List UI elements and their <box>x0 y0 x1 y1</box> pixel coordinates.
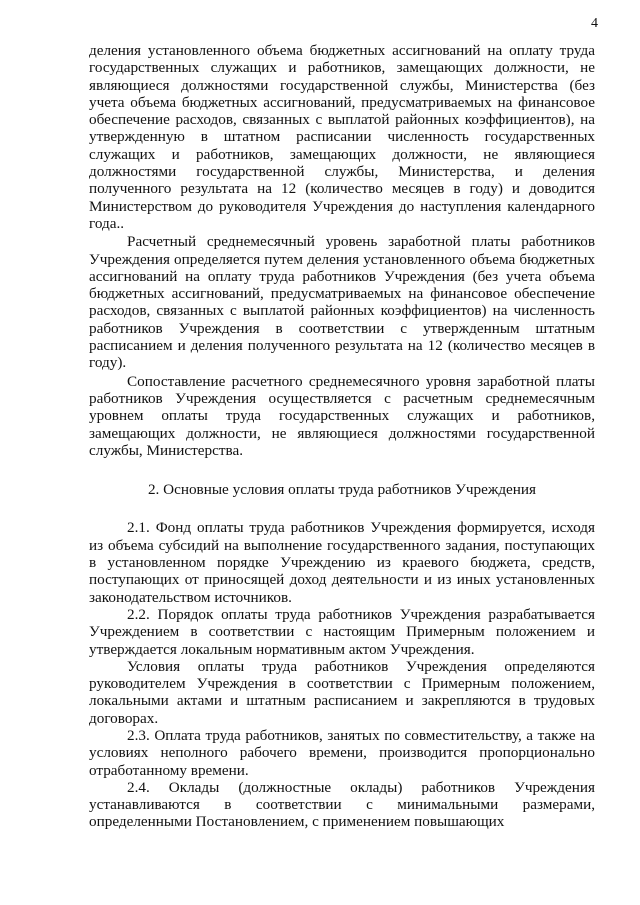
paragraph-continued: деления установленного объема бюджетных ассигнований на оплату труда государственных служащих и работников, замещающих должности, не являющиеся должностями государственной службы, Министерства (без учета объема бюджетных ассигнований, предусматриваемых на финансовое обеспечение расходов, связанных с выплатой районных коэффициентов), на утвержденную в штатном расписании численность государственных служащих и работников, замещающих должности, не являющиеся должностями государственной службы, Министерства, и деления полученного результата на 12 (количество месяцев в году) и доводится Министерством до руководителя Учреждения до наступления календарного года.. <box>89 42 595 232</box>
paragraph-2-4: 2.4. Оклады (должностные оклады) работников Учреждения устанавливаются в соответствии с минимальными размерами, определенными Постановлением, с применением повышающих <box>89 778 595 831</box>
paragraph-2-3: 2.3. Оплата труда работников, занятых по совместительству, а также на условиях неполного рабочего времени, производится пропорционально отработанному времени. <box>89 726 595 779</box>
paragraph-pay-conditions: Условия оплаты труда работников Учреждения определяются руководителем Учреждения в соответствии с Примерным положением, локальными актами и штатным расписанием и закрепляются в трудовых договорах. <box>89 657 595 727</box>
paragraph-2-1: 2.1. Фонд оплаты труда работников Учреждения формируется, исходя из объема субсидий на выполнение государственного задания, поступающих в установленном порядке Учреждению из краевого бюджета, средств, поступающих от приносящей доход деятельности и из иных установленных законодательством источников. <box>89 519 595 606</box>
paragraph-2-2: 2.2. Порядок оплаты труда работников Учреждения разрабатывается Учреждением в соответствии с настоящим Примерным положением и утверждается локальным нормативным актом Учреждения. <box>89 605 595 658</box>
paragraph-comparison: Сопоставление расчетного среднемесячного уровня заработной платы работников Учреждения осуществляется с расчетным среднемесячным уровнем оплаты труда государственных служащих и работников, замещающих должности, не являющиеся должностями государственной службы, Министерства. <box>89 372 595 459</box>
section-title: 2. Основные условия оплаты труда работников Учреждения <box>147 481 537 499</box>
page-number: 4 <box>591 16 598 31</box>
document-body <box>89 42 595 831</box>
paragraph-calculated-salary-level: Расчетный среднемесячный уровень заработной платы работников Учреждения определяется путем деления установленного объема бюджетных ассигнований на оплату труда работников Учреждения (без учета объема бюджетных ассигнований, предусматриваемых на финансовое обеспечение расходов, связанных с выплатой районных коэффициентов) на численность работников Учреждения в соответствии с утвержденным штатным расписанием и деления полученного результата на 12 (количество месяцев в году). <box>89 233 595 372</box>
